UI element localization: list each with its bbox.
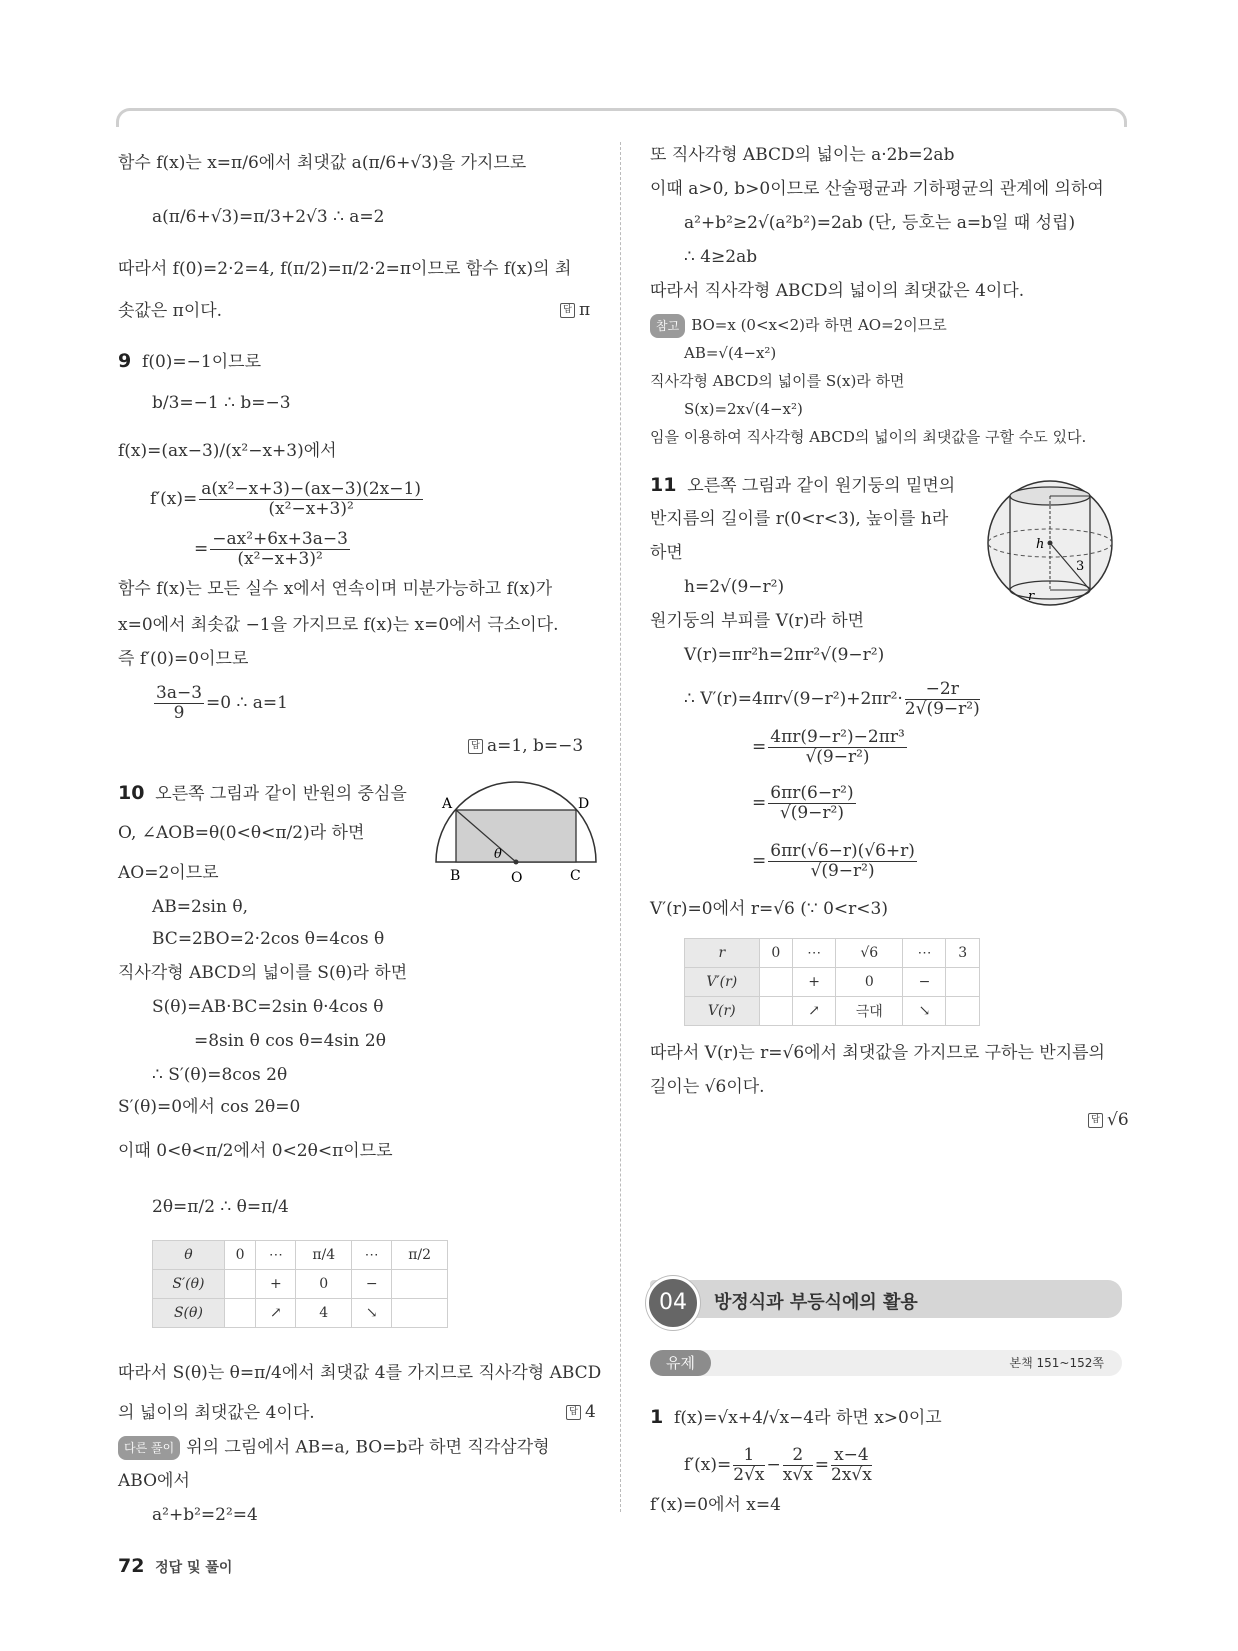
answer-icon: 답 <box>1088 1113 1103 1128</box>
table-row: V′(r) + 0 − <box>685 968 980 997</box>
text-line: 원기둥의 부피를 V(r)라 하면 <box>650 611 865 631</box>
equation: b/3=−1 ∴ b=−3 <box>152 393 291 413</box>
problem-11: 11 오른쪽 그림과 같이 원기둥의 밑면의 <box>650 474 956 496</box>
text-line: 직사각형 ABCD의 넓이를 S(x)라 하면 <box>650 372 905 390</box>
problem-1: 1 f(x)=√x+4/√x−4라 하면 x>0이고 <box>650 1406 942 1428</box>
label-o: O <box>511 870 523 886</box>
text-line: 또 직사각형 ABCD의 넓이는 a·2b=2ab <box>650 145 955 165</box>
text-line: 솟값은 π이다. <box>118 301 223 321</box>
footer-title: 정답 및 풀이 <box>155 1560 233 1576</box>
equation: V′(r)=0에서 r=√6 (∵ 0<r<3) <box>650 899 888 919</box>
problem-9: 9 f(0)=−1이므로 <box>118 350 261 372</box>
equation: S(x)=2x√(4−x²) <box>684 400 803 418</box>
equation: a(π/6+√3)=π/3+2√3 ∴ a=2 <box>152 207 385 227</box>
equation: = $\frac{6\pi r(√6-r)(√6+r)}{\text{√(9−r²)}}$ <box>752 841 915 881</box>
equation: 2θ=π/2 ∴ θ=π/4 <box>152 1197 289 1217</box>
alt-solution: 다른 풀이 위의 그림에서 AB=a, BO=b라 하면 직각삼각형 <box>118 1436 550 1460</box>
text-line: 반지름의 길이를 r(0<r<3), 높이를 h라 <box>650 509 949 529</box>
reference-badge: 참고 <box>650 314 685 338</box>
sphere-cylinder-figure <box>980 478 1120 608</box>
yuje-label: 유제 <box>650 1350 711 1376</box>
text-line: 따라서 V(r)는 r=√6에서 최댓값을 가지므로 구하는 반지름의 <box>650 1043 1105 1063</box>
column-divider <box>620 142 621 1512</box>
table-row: S′(θ) + 0 − <box>153 1270 448 1299</box>
reference-note: 참고 BO=x (0<x<2)라 하면 AO=2이므로 <box>650 314 947 338</box>
page-number: 72 <box>118 1555 145 1577</box>
answer-icon: 답 <box>560 303 575 318</box>
text-line: 하면 <box>650 543 683 563</box>
equation: BC=2BO=2·2cos θ=4cos θ <box>152 929 385 949</box>
text-line: 의 넓이의 최댓값은 4이다. <box>118 1403 315 1423</box>
equation: AB=√(4−x²) <box>684 344 777 362</box>
table-row: r 0 ⋯ √6 ⋯ 3 <box>685 939 980 968</box>
equation: = $\frac{\text{−ax²+6x+3a−3}}{\text{(x²−x+3)²}}$ <box>194 529 348 569</box>
label-h: h <box>1036 537 1045 552</box>
equation: S′(θ)=0에서 cos 2θ=0 <box>118 1097 301 1117</box>
section-number: 04 <box>646 1276 700 1330</box>
text-line: AO=2이므로 <box>118 863 219 883</box>
label-theta: θ <box>494 847 502 862</box>
equation: AB=2sin θ, <box>152 897 248 917</box>
table-row: V(r) ↗ 극대 ↘ <box>685 997 980 1026</box>
answer-9: 답 a=1, b=−3 <box>468 736 583 756</box>
increase-decrease-table-11 <box>684 938 980 1026</box>
answer-icon: 답 <box>468 739 483 754</box>
problem-10: 10 오른쪽 그림과 같이 반원의 중심을 <box>118 782 407 804</box>
equation: =8sin θ cos θ=4sin 2θ <box>194 1031 386 1051</box>
section-title: 방정식과 부등식에의 활용 <box>714 1292 918 1313</box>
text-line: 따라서 f(0)=2·2=4, f(π/2)=π/2·2=π이므로 함수 f(x)의 최 <box>118 259 572 279</box>
top-border <box>116 108 1127 127</box>
equation: f′(x)= $\frac{1}{2√x}$ − $\frac{2}{x√x}$ = $\frac{x-4}{2x√x}$ <box>684 1445 872 1485</box>
alt-solution-badge: 다른 풀이 <box>118 1436 180 1460</box>
text-line: 길이는 √6이다. <box>650 1077 765 1097</box>
page-footer <box>118 1555 232 1577</box>
equation: = $\frac{\text{6πr(6−r²)}}{\text{√(9−r²)}}$ <box>752 783 854 823</box>
page-reference: 본책 151~152쪽 <box>1009 1356 1104 1370</box>
label-c: C <box>570 868 581 884</box>
equation: $\frac{3a-3}{9}$ =0 ∴ a=1 <box>156 683 288 723</box>
equation: ∴ V′(r)=4πr√(9−r²)+2πr²· $\frac{-2r}{\text{2√(9−r²)}}$ <box>684 679 980 719</box>
text-line: x=0에서 최솟값 −1을 가지므로 f(x)는 x=0에서 극소이다. <box>118 615 559 635</box>
equation: S(θ)=AB·BC=2sin θ·4cos θ <box>152 997 384 1017</box>
text-line: 이때 0<θ<π/2에서 0<2θ<π이므로 <box>118 1141 393 1161</box>
text-line: 함수 f(x)는 x=π/6에서 최댓값 a(π/6+√3)을 가지므로 <box>118 153 527 173</box>
increase-decrease-table-10 <box>152 1240 448 1328</box>
text-line: 따라서 직사각형 ABCD의 넓이의 최댓값은 4이다. <box>650 281 1025 301</box>
equation: a²+b²=2²=4 <box>152 1505 258 1525</box>
label-3: 3 <box>1076 559 1085 574</box>
text-line: 따라서 S(θ)는 θ=π/4에서 최댓값 4를 가지므로 직사각형 ABCD <box>118 1363 602 1383</box>
semicircle-figure <box>428 778 598 888</box>
text-line: 함수 f(x)는 모든 실수 x에서 연속이며 미분가능하고 f(x)가 <box>118 579 553 599</box>
equation: h=2√(9−r²) <box>684 577 785 597</box>
equation: f(x)=(ax−3)/(x²−x+3)에서 <box>118 441 337 461</box>
answer-10: 답 4 <box>566 1402 596 1422</box>
text-line: O, ∠AOB=θ(0<θ<π/2)라 하면 <box>118 823 365 843</box>
text-line: 직사각형 ABCD의 넓이를 S(θ)라 하면 <box>118 963 408 983</box>
equation: = $\frac{\text{4πr(9−r²)−2πr³}}{\text{√(9−r²)}}$ <box>752 727 905 767</box>
label-a: A <box>442 796 453 812</box>
table-row: θ 0 ⋯ π/4 ⋯ π/2 <box>153 1241 448 1270</box>
answer-11: 답 √6 <box>1088 1110 1129 1130</box>
text-line: 임을 이용하여 직사각형 ABCD의 넓이의 최댓값을 구할 수도 있다. <box>650 428 1087 446</box>
equation: ∴ S′(θ)=8cos 2θ <box>152 1065 288 1085</box>
text-line: 이때 a>0, b>0이므로 산술평균과 기하평균의 관계에 의하여 <box>650 179 1104 199</box>
text-line: 즉 f′(0)=0이므로 <box>118 649 249 669</box>
answer-8: 답 π <box>560 300 590 320</box>
table-row: S(θ) ↗ 4 ↘ <box>153 1299 448 1328</box>
equation: V(r)=πr²h=2πr²√(9−r²) <box>684 645 885 665</box>
label-r: r <box>1028 589 1035 604</box>
equation: ∴ 4≥2ab <box>684 247 758 267</box>
equation: a²+b²≥2√(a²b²)=2ab (단, 등호는 a=b일 때 성립) <box>684 213 1076 233</box>
yuje-bar <box>650 1350 1122 1376</box>
equation: f′(x)= $\frac{\text{a(x²−x+3)−(ax−3)(2x−1)}}{\text{(x²−x+3)²}}$ <box>150 479 421 519</box>
label-b: B <box>450 868 461 884</box>
equation: f′(x)=0에서 x=4 <box>650 1495 781 1515</box>
section-header <box>650 1280 1122 1318</box>
text-line: ABO에서 <box>118 1471 190 1491</box>
answer-icon: 답 <box>566 1405 581 1420</box>
label-d: D <box>578 796 590 812</box>
